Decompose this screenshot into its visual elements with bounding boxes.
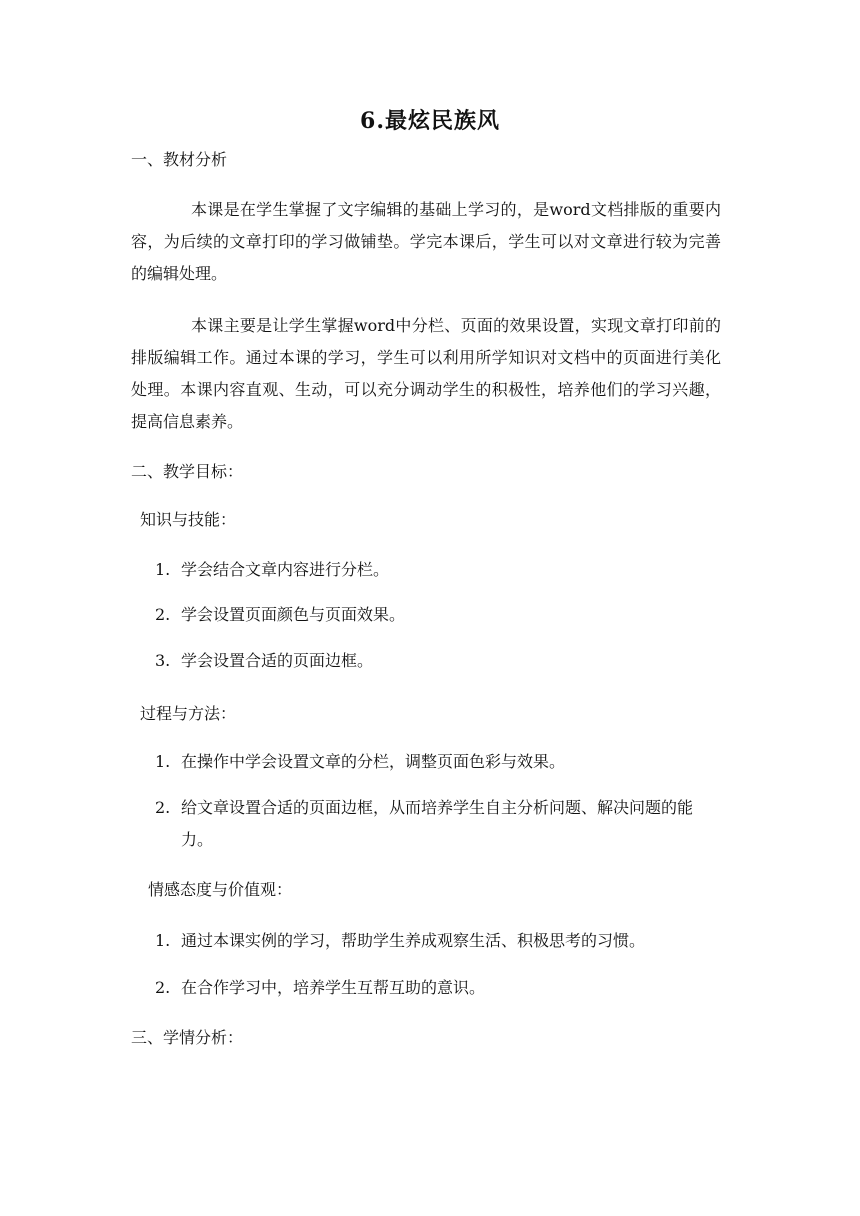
list-number: 1. [155, 752, 171, 771]
list-number: 2. [155, 978, 171, 997]
list-item [155, 972, 721, 1004]
list-text: 学会结合文章内容进行分栏。 [181, 560, 390, 579]
list-item [155, 746, 721, 778]
list-item [155, 554, 721, 586]
list-item [155, 925, 721, 957]
section-heading-learner-analysis: 三、学情分析： [131, 1028, 244, 1047]
list-text: 学会设置合适的页面边框。 [181, 651, 374, 670]
list-text: 学会设置页面颜色与页面效果。 [181, 605, 406, 624]
analysis-paragraph-1: 本课是在学生掌握了文字编辑的基础上学习的，是word文档排版的重要内容，为后续的文章打印的学习做铺垫。学完本课后，学生可以对文章进行较为完善的编辑处理。 [131, 200, 721, 283]
list-text: 在合作学习中，培养学生互帮互助的意识。 [181, 978, 486, 997]
goal-label-attitude: 情感态度与价值观： [148, 880, 293, 899]
list-number: 1. [155, 931, 171, 950]
document-title: 6.最炫民族风 [360, 108, 500, 134]
list-item [155, 645, 721, 677]
goal-label-process: 过程与方法： [140, 704, 237, 723]
analysis-paragraph-2: 本课主要是让学生掌握word中分栏、页面的效果设置，实现文章打印前的排版编辑工作。通过本课的学习，学生可以利用所学知识对文档中的页面进行美化处理。本课内容直观、生动，可以充分调动学生的积极性，培养他们的学习兴趣，提高信息素养。 [131, 316, 721, 431]
list-number: 2. [155, 798, 171, 817]
list-number: 2. [155, 605, 171, 624]
list-item [155, 792, 721, 856]
section-heading-goals: 二、教学目标： [131, 462, 244, 481]
list-item [155, 599, 721, 631]
list-number: 3. [155, 651, 171, 670]
list-text: 在操作中学会设置文章的分栏，调整页面色彩与效果。 [181, 752, 566, 771]
goal-label-knowledge: 知识与技能： [140, 510, 237, 529]
list-number: 1. [155, 560, 171, 579]
section-heading-analysis: 一、教材分析 [131, 150, 228, 169]
list-text: 给文章设置合适的页面边框，从而培养学生自主分析问题、解决问题的能力。 [181, 798, 694, 849]
list-text: 通过本课实例的学习，帮助学生养成观察生活、积极思考的习惯。 [181, 931, 646, 950]
